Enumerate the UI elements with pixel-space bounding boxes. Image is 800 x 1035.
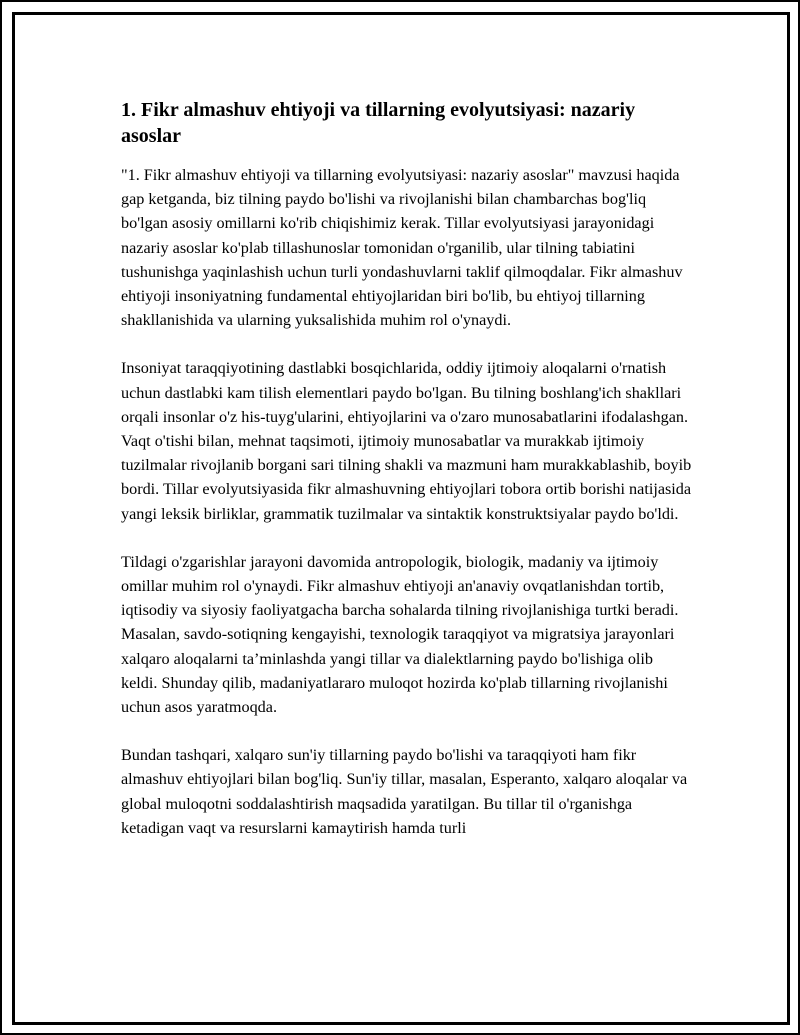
section-heading: 1. Fikr almashuv ehtiyoji va tillarning evolyutsiyasi: nazariy asoslar bbox=[121, 99, 636, 147]
document-body bbox=[121, 97, 693, 864]
paragraph-1: "1. Fikr almashuv ehtiyoji va tillarning evolyutsiyasi: nazariy asoslar" mavzusi haqida gap ketganda, biz tilning paydo bo'lishi va rivojlanishi bilan chambarchas bog'liq bo'lgan asosiy omillarni ko'rib chiqishimiz kerak. Tillar evolyutsiyasi jarayonidagi nazariy asoslar ko'plab tillashunoslar tomonidan o'rganilib, ular tilning tabiatini tushunishga yaqinlashish uchun turli yondashuvlarni taklif qilmoqdalar. Fikr almashuv ehtiyoji insoniyatning fundamental ehtiyojlaridan biri bo'lib, bu ehtiyoj tillarning shakllanishida va ularning yuksalishida muhim rol o'ynaydi. bbox=[121, 166, 683, 330]
paragraph-2: Insoniyat taraqqiyotining dastlabki bosqichlarida, oddiy ijtimoiy aloqalarni o'rnatish uchun dastlabki kam tilish elementlari paydo bo'lgan. Bu tilning boshlang'ich shakllari orqali insonlar o'z his-tuyg'ularini, ehtiyojlarini va o'zaro munosabatlarini ifodalashgan. Vaqt o'tishi bilan, mehnat taqsimoti, ijtimoiy munosabatlar va murakkab ijtimoiy tuzilmalar rivojlanib borgani sari tilning shakli va mazmuni ham murakkablashib, boyib bordi. Tillar evolyutsiyasida fikr almashuvning ehtiyojlari tobora ortib borishi natijasida yangi leksik birliklar, grammatik tuzilmalar va sintaktik konstruktsiyalar paydo bo'ldi. bbox=[121, 359, 692, 523]
paragraph-3: Tildagi o'zgarishlar jarayoni davomida antropologik, biologik, madaniy va ijtimoiy omillar muhim rol o'ynaydi. Fikr almashuv ehtiyoji an'anaviy ovqatlanishdan tortib, iqtisodiy va siyosiy faoliyatgacha barcha sohalarda tilning rivojlanishiga turtki beradi. Masalan, savdo-sotiqning kengayishi, texnologik taraqqiyot va migratsiya jarayonlari xalqaro aloqalarni ta’minlashda yangi tillar va dialektlarning paydo bo'lishiga olib keldi. Shunday qilib, madaniyatlararo muloqot hozirda ko'plab tillarning rivojlanishi uchun asos yaratmoqda. bbox=[121, 552, 679, 717]
page-inner-border bbox=[12, 12, 790, 1025]
paragraph-4: Bundan tashqari, xalqaro sun'iy tillarning paydo bo'lishi va taraqqiyoti ham fikr almashuv ehtiyojlari bilan bog'liq. Sun'iy tillar, masalan, Esperanto, xalqaro aloqalar va global muloqotni soddalashtirish maqsadida yaratilgan. Bu tillar til o'rganishga ketadigan vaqt va resurslarni kamaytirish hamda turli bbox=[121, 746, 688, 837]
